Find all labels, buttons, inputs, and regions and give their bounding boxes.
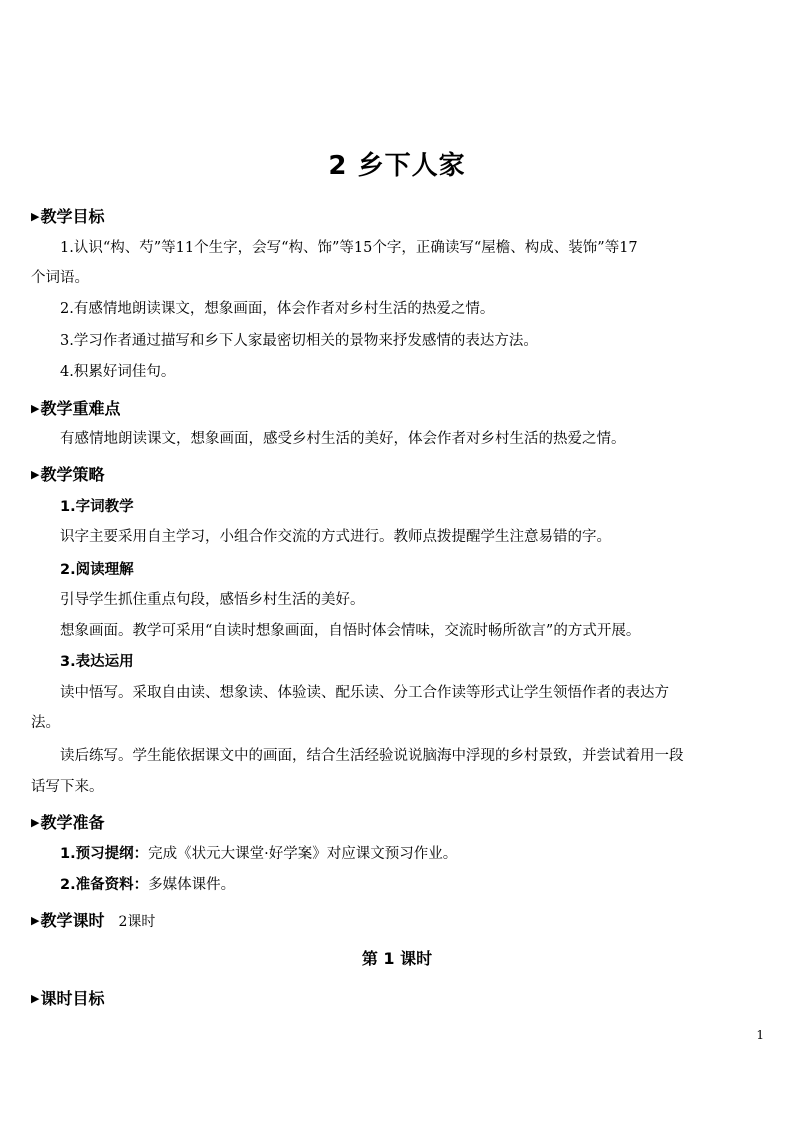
strategy-text: 想象画面。教学可采用“自读时想象画面，自悟时体会情味，交流时畅所欲言”的方式开展。 (60, 623, 641, 639)
section-heading-lesson-goals: ▶课时目标 (31, 989, 105, 1008)
key-points-text: 有感情地朗读课文，想象画面，感受乡村生活的美好，体会作者对乡村生活的热爱之情。 (60, 431, 626, 447)
page-number: 1 (756, 1028, 764, 1042)
goal-item: 2.有感情地朗读课文，想象画面，体会作者对乡村生活的热爱之情。 (60, 301, 495, 317)
triangle-bullet-icon: ▶ (31, 210, 40, 223)
goal-item-cont: 个词语。 (31, 270, 89, 286)
strategy-text: 读后练写。学生能依据课文中的画面，结合生活经验说说脑海中浮现的乡村景致，并尝试着用一段 (60, 748, 684, 764)
section-heading-goals: ▶教学目标 (31, 207, 105, 226)
triangle-bullet-icon: ▶ (31, 468, 40, 481)
section-heading-prep: ▶教学准备 (31, 813, 105, 832)
strategy-text: 识字主要采用自主学习，小组合作交流的方式进行。教师点拨提醒学生注意易错的字。 (60, 529, 611, 545)
document-title: 2 乡下人家 (328, 151, 466, 181)
strategy-subtitle: 2.阅读理解 (60, 562, 134, 578)
strategy-subtitle: 3.表达运用 (60, 654, 134, 670)
lesson-title: 第 1 课时 (361, 949, 433, 968)
triangle-bullet-icon: ▶ (31, 914, 40, 927)
strategy-text: 读中悟写。采取自由读、想象读、体验读、配乐读、分工合作读等形式让学生领悟作者的表达方 (60, 685, 669, 701)
prep-item: 2.准备资料：多媒体课件。 (60, 877, 236, 893)
goal-item: 4.积累好词佳句。 (60, 364, 176, 380)
goal-item: 3.学习作者通过描写和乡下人家最密切相关的景物来抒发感情的表达方法。 (60, 333, 538, 349)
hours-value: 2课时 (118, 914, 156, 930)
prep-item: 1.预习提纲：完成《状元大课堂·好学案》对应课文预习作业。 (60, 846, 458, 862)
triangle-bullet-icon: ▶ (31, 816, 40, 829)
section-heading-hours: ▶教学课时 2课时 (31, 911, 156, 930)
section-heading-strategy: ▶教学策略 (31, 465, 105, 484)
triangle-bullet-icon: ▶ (31, 992, 40, 1005)
strategy-subtitle: 1.字词教学 (60, 499, 134, 515)
section-heading-key-points: ▶教学重难点 (31, 399, 121, 418)
triangle-bullet-icon: ▶ (31, 402, 40, 415)
strategy-text-cont: 话写下来。 (31, 779, 104, 795)
strategy-text: 引导学生抓住重点句段，感悟乡村生活的美好。 (60, 592, 365, 608)
goal-item: 1.认识“构、芍”等11个生字，会写“构、饰”等15个字，正确读写“屋檐、构成、装饰”等17 (60, 240, 638, 256)
strategy-text-cont: 法。 (31, 715, 60, 731)
